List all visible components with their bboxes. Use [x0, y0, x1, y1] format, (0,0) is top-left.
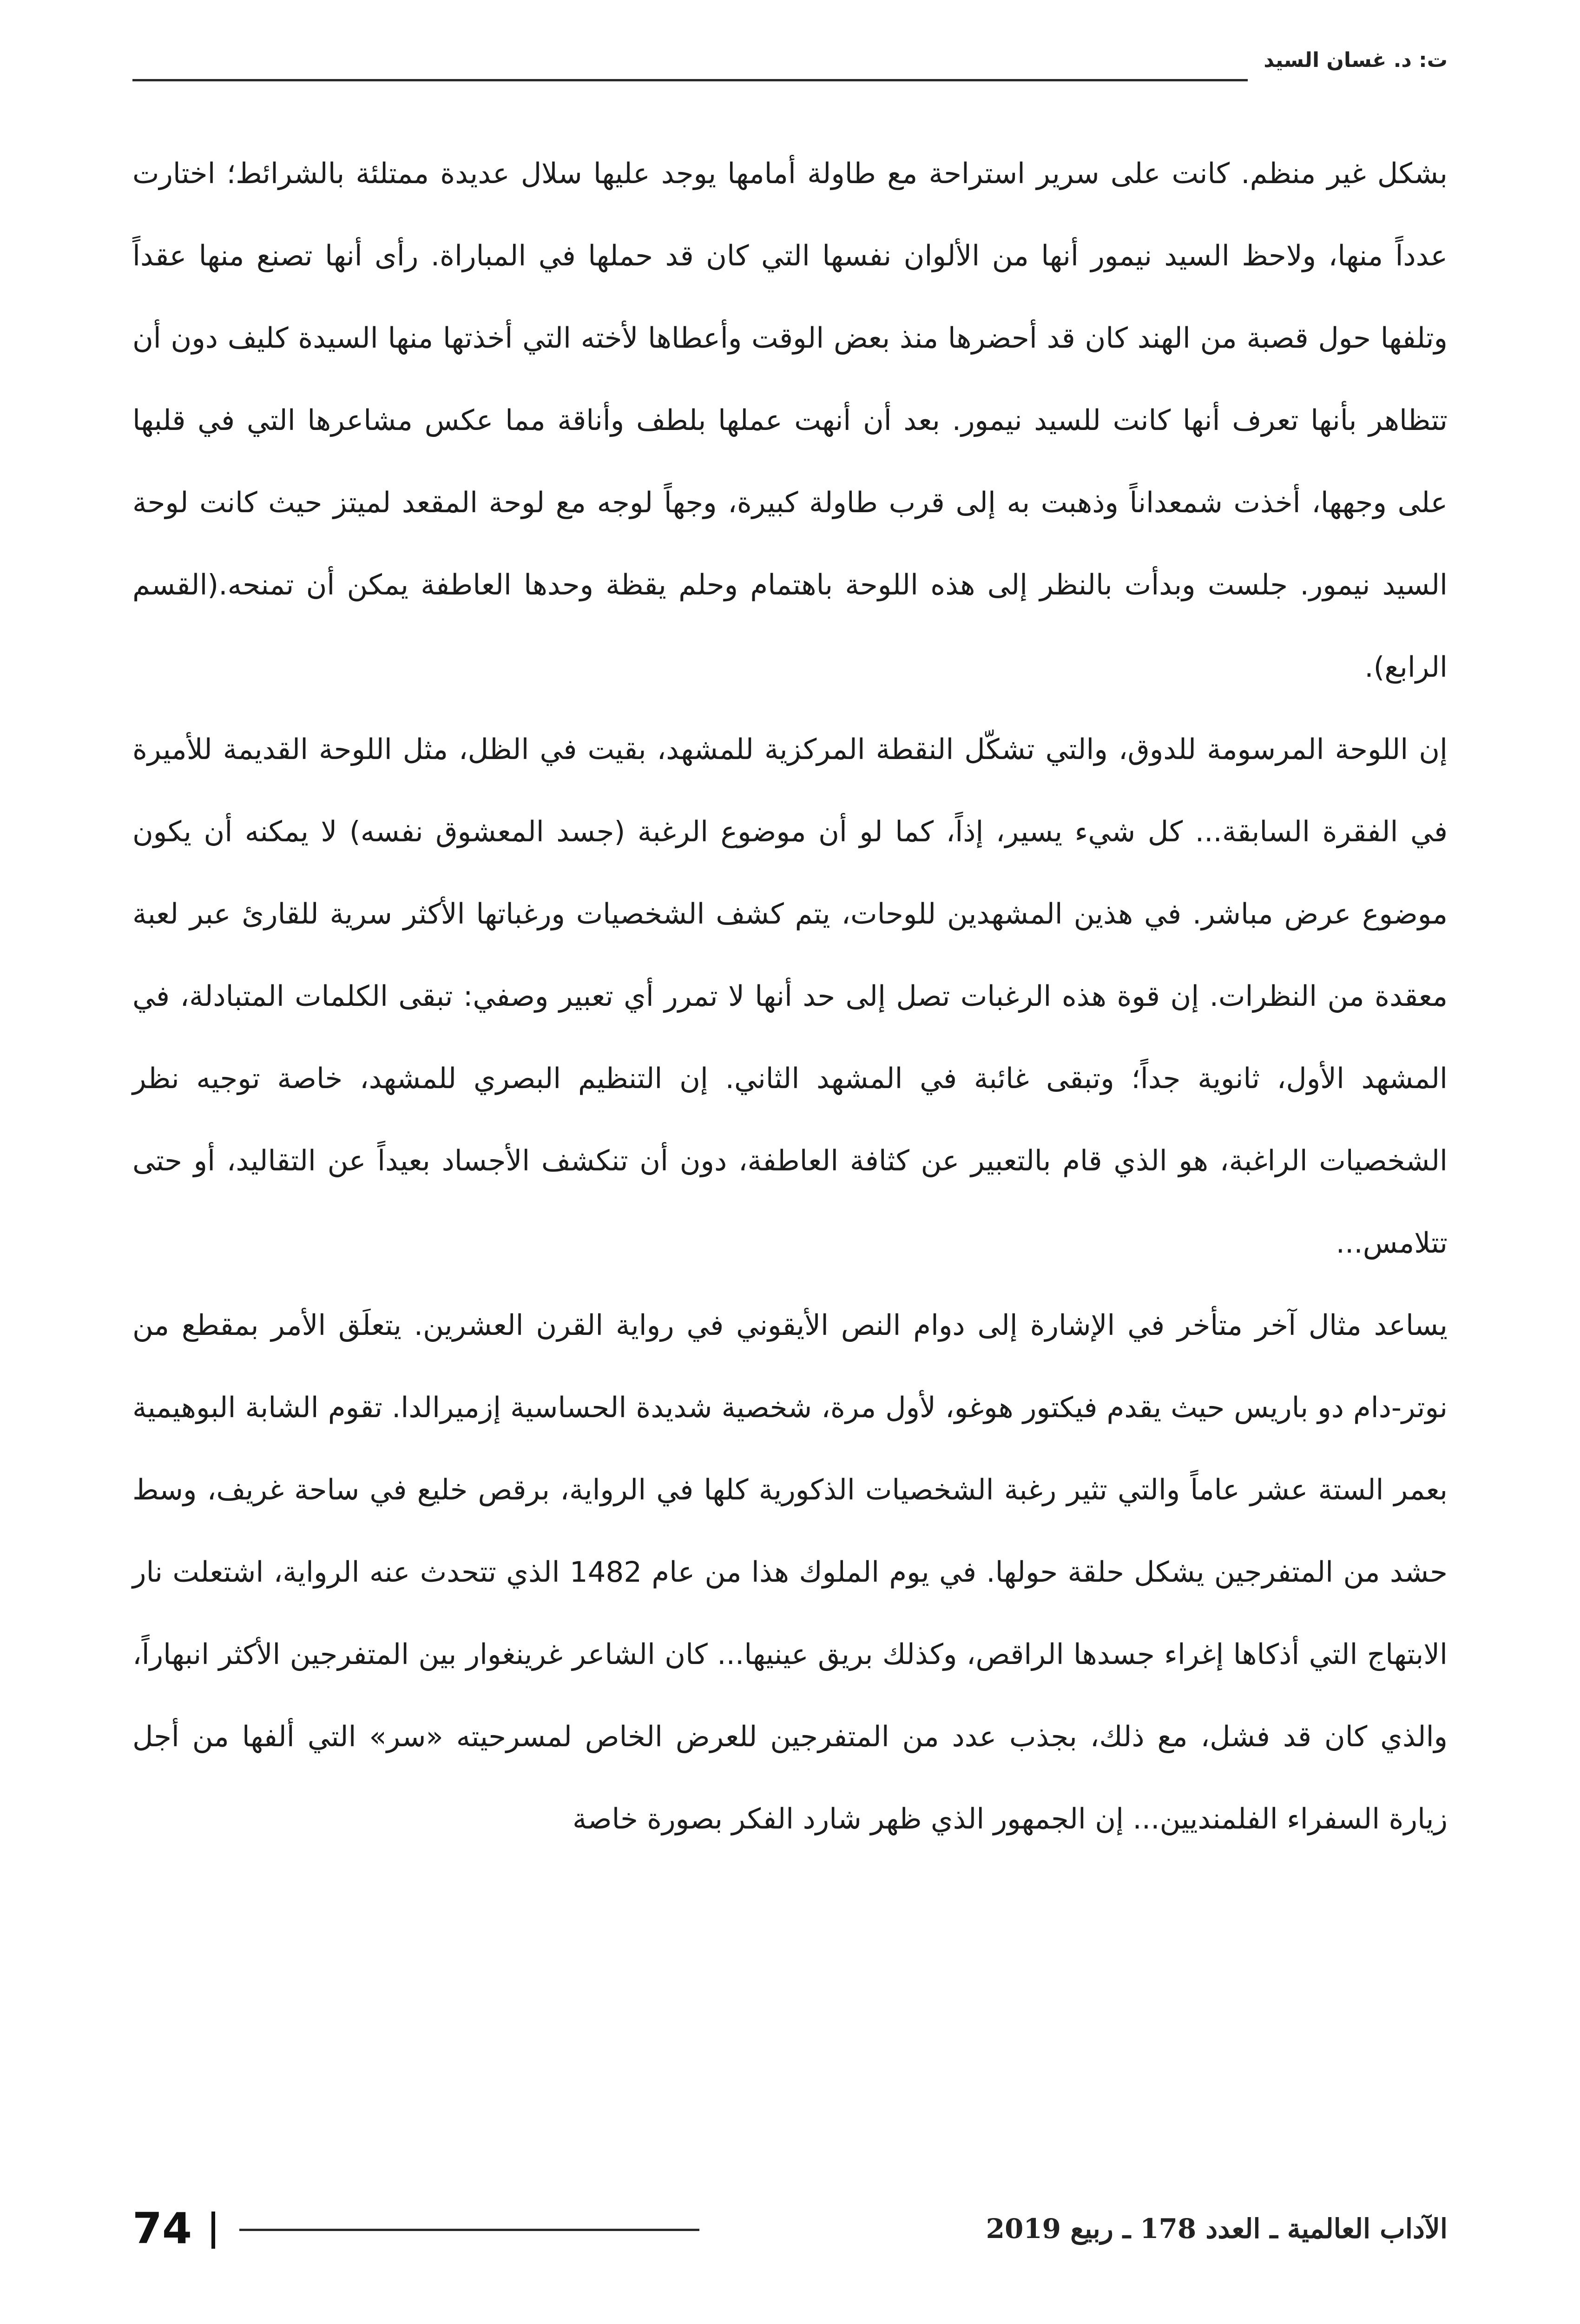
article-body	[132, 132, 1448, 1860]
journal-issue-label: الآداب العالمية ـ العدد 178 ـ ربيع 2019	[986, 2213, 1448, 2245]
header-rule	[132, 79, 1248, 81]
body-paragraph-3: يساعد مثال آخر متأخر في الإشارة إلى دوام النص الأيقوني في رواية القرن العشرين. يتعلَق الأمر بمقطع من نوتر-دام دو باريس حيث يقدم فيكتور هوغو، لأول مرة، شخصية شديدة الحساسية إزميرالدا. تقوم الشابة البوهيمية بعمر الستة عشر عاماً والتي تثير رغبة الشخصيات الذكورية كلها في الرواية، برقص خليع في ساحة غريف، وسط حشد من المتفرجين يشكل حلقة حولها. في يوم الملوك هذا من عام 1482 الذي تتحدث عنه الرواية، اشتعلت نار الابتهاج التي أذكاها إغراء جسدها الراقص، وكذلك بريق عينيها... كان الشاعر غرينغوار بين المتفرجين الأكثر انبهاراً، والذي كان قد فشل، مع ذلك، بجذب عدد من المتفرجين للعرض الخاص لمسرحيته «سر» التي ألفها من أجل زيارة السفراء الفلمنديين... إن الجمهور الذي ظهر شارد الفكر بصورة خاصة	[132, 1309, 1448, 1835]
body-paragraph-1: بشكل غير منظم. كانت على سرير استراحة مع طاولة أمامها يوجد عليها سلال عديدة ممتلئة بالشرائط؛ اختارت عدداً منها، ولاحظ السيد نيمور أنها من الألوان نفسها التي كان قد حملها في المباراة. رأى أنها تصنع منها عقداً وتلفها حول قصبة من الهند كان قد أحضرها منذ بعض الوقت وأعطاها لأخته التي أخذتها منها السيدة كليف دون أن تتظاهر بأنها تعرف أنها كانت للسيد نيمور. بعد أن أنهت عملها بلطف وأناقة مما عكس مشاعرها التي في قلبها على وجهها، أخذت شمعداناً وذهبت به إلى قرب طاولة كبيرة، وجهاً لوجه مع لوحة المقعد لميتز حيث كانت لوحة السيد نيمور. جلست وبدأت بالنظر إلى هذه اللوحة باهتمام وحلم يقظة وحدها العاطفة يمكن أن تمنحه.(القسم الرابع).	[132, 157, 1448, 684]
page-number: 74	[132, 2204, 192, 2253]
body-paragraph-2: إن اللوحة المرسومة للدوق، والتي تشكّل النقطة المركزية للمشهد، بقيت في الظل، مثل اللوحة القديمة للأميرة في الفقرة السابقة... كل شيء يسير، إذاً، كما لو أن موضوع الرغبة (جسد المعشوق نفسه) لا يمكنه أن يكون موضوع عرض مباشر. في هذين المشهدين للوحات، يتم كشف الشخصيات ورغباتها الأكثر سرية للقارئ عبر لعبة معقدة من النظرات. إن قوة هذه الرغبات تصل إلى حد أنها لا تمرر أي تعبير وصفي: تبقى الكلمات المتبادلة، في المشهد الأول، ثانوية جداً؛ وتبقى غائبة في المشهد الثاني. إن التنظيم البصري للمشهد، خاصة توجيه نظر الشخصيات الراغبة، هو الذي قام بالتعبير عن كثافة العاطفة، دون أن تنكشف الأجساد بعيداً عن التقاليد، أو حتى تتلامس...	[132, 733, 1448, 1260]
footer-bar	[211, 2212, 215, 2249]
header-author: ت: د. غسان السيد	[1264, 48, 1448, 72]
running-header	[132, 46, 1448, 88]
page-footer	[132, 2203, 1448, 2254]
footer-rule	[239, 2229, 699, 2231]
